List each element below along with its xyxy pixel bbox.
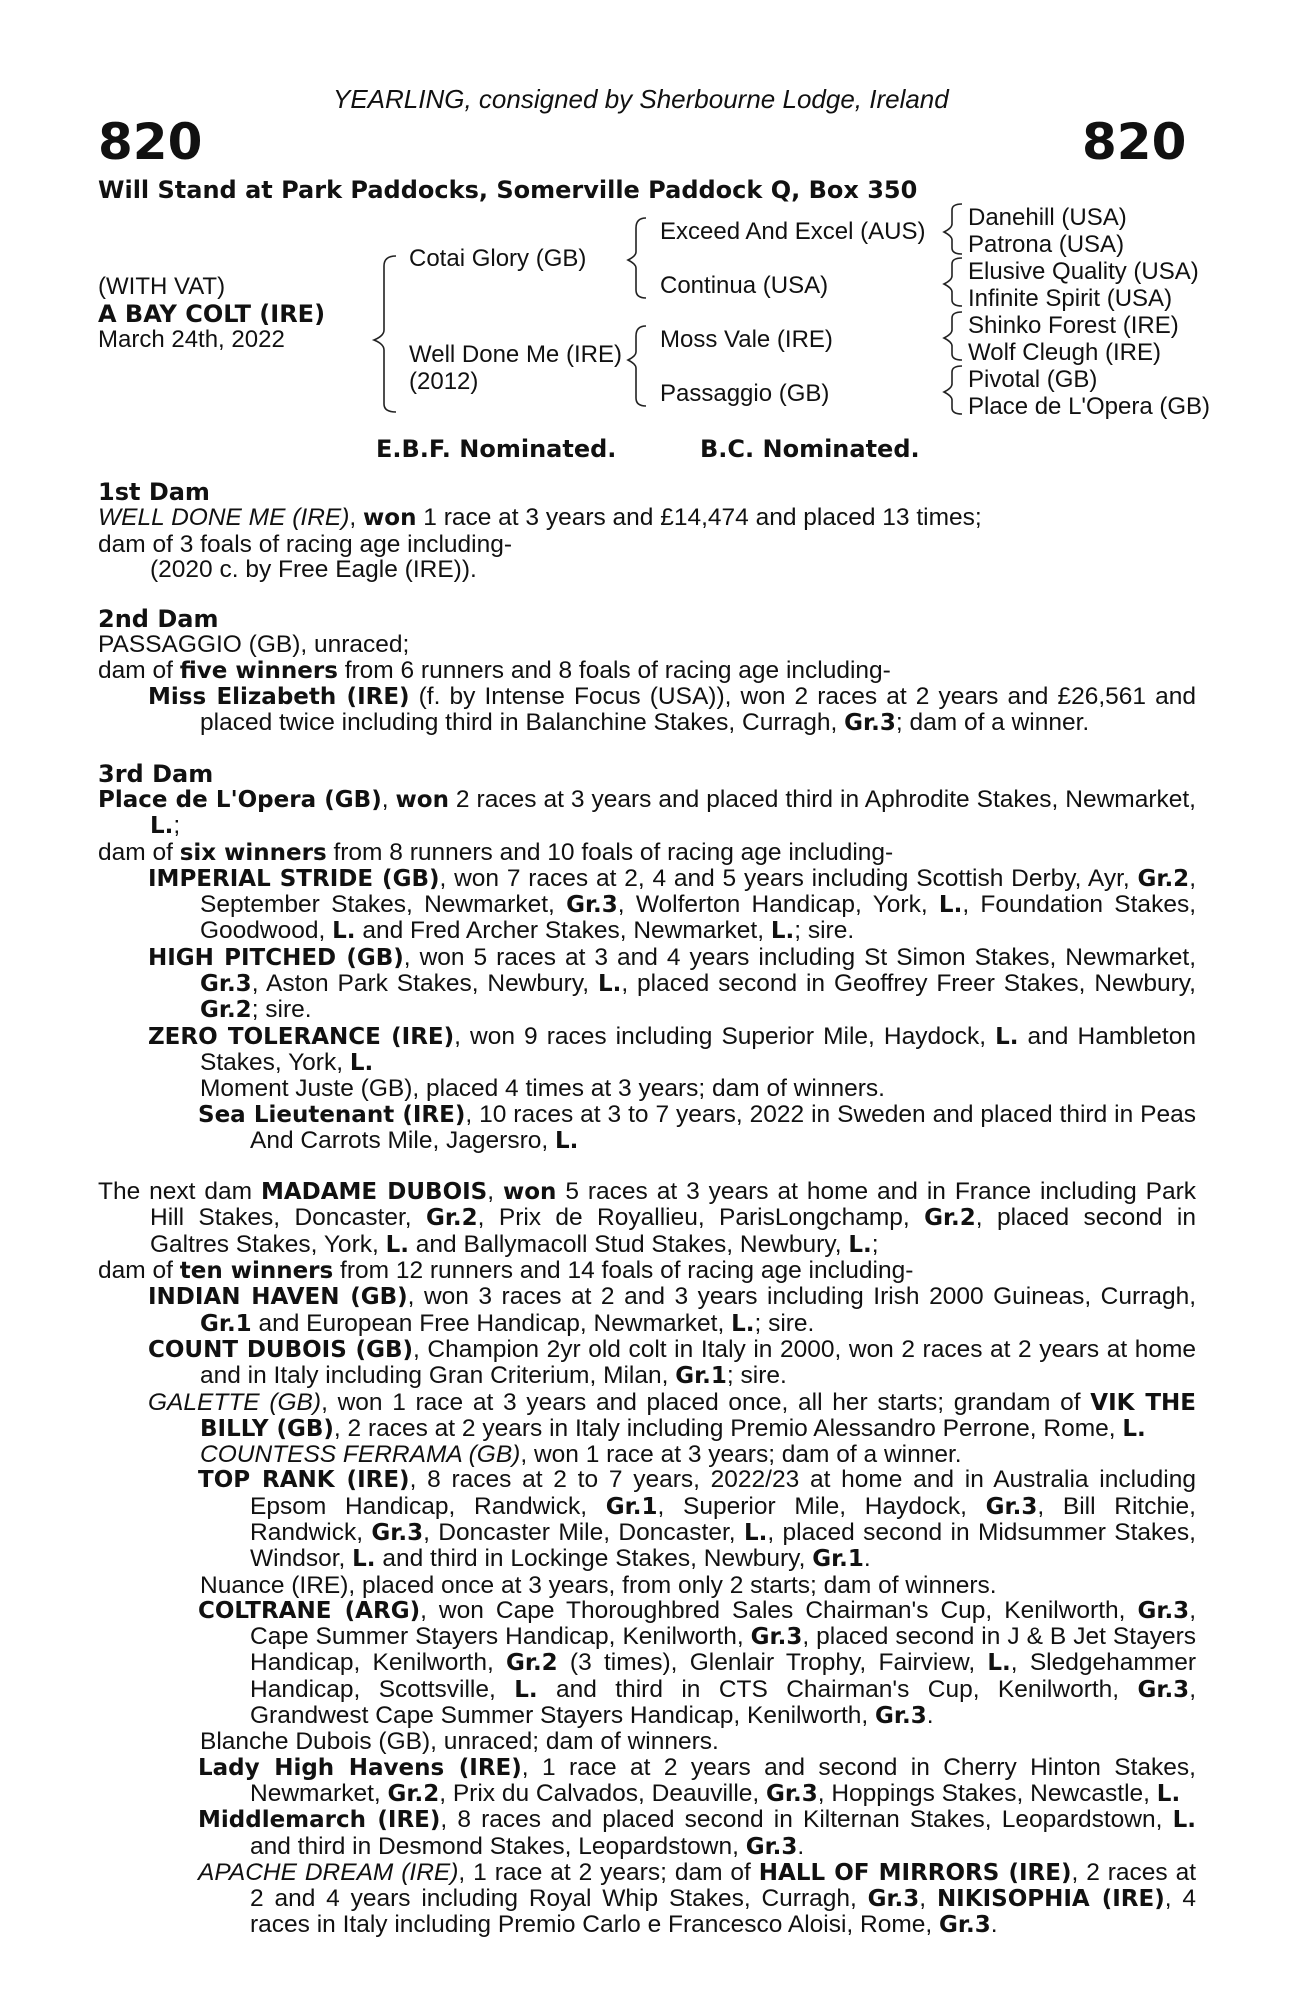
third-dam-heading: 3rd Dam <box>98 759 214 788</box>
produce-zero-tolerance: ZERO TOLERANCE (IRE), won 9 races including Superior Mile, Haydock, L. and Hambleton Stakes, York, L. <box>148 1022 1196 1076</box>
next-dam-record: dam of ten winners from 12 runners and 14 foals of racing age including- <box>98 1257 914 1285</box>
produce-indian-haven: INDIAN HAVEN (GB), won 3 races at 2 and 3 years including Irish 2000 Guineas, Curragh, Gr.1 and European Free Handicap, Newmarket, L.; sire. <box>148 1283 1196 1337</box>
ggp-6: Wolf Cleugh (IRE) <box>968 339 1161 366</box>
dam-brace <box>628 326 646 406</box>
ebf-nominated: E.B.F. Nominated. <box>376 435 617 463</box>
produce-lady-high-havens: Lady High Havens (IRE), 1 race at 2 years and second in Cherry Hinton Stakes, Newmarket, Gr.2, Prix du Calvados, Deauville, Gr.3, Hoppings Stakes, Newcastle, L. <box>198 1753 1196 1807</box>
third-dam-record: dam of six winners from 8 runners and 10 foals of racing age including- <box>98 838 894 866</box>
ggp-4: Infinite Spirit (USA) <box>968 285 1173 312</box>
sire-brace <box>628 218 646 298</box>
first-dam-heading: 1st Dam <box>98 478 210 506</box>
produce-high-pitched: HIGH PITCHED (GB), won 5 races at 3 and 4 years including St Simon Stakes, Newmarket, Gr.3, Aston Park Stakes, Newbury, L., placed second in Geoffrey Freer Stakes, Newbury, Gr.2; sire. <box>148 943 1197 1024</box>
second-dam-line: PASSAGGIO (GB), unraced; <box>98 631 410 659</box>
third-dam-line: Place de L'Opera (GB), won 2 races at 3 years and placed third in Aphrodite Stakes, Newmarket, L.; <box>98 785 1196 840</box>
produce-top-rank: TOP RANK (IRE), 8 races at 2 to 7 years, 2022/23 at home and in Australia including Epsom Handicap, Randwick, Gr.1, Superior Mile, Haydock, Gr.3, Bill Ritchie, Randwick, Gr.3, Doncaster Mile, Doncaster, L., placed second in Midsummer Stakes, Windsor, L. and third in Lockinge Stakes, Newbury, Gr.1. <box>198 1466 1196 1573</box>
next-dam-line: The next dam MADAME DUBOIS, won 5 races at 3 years at home and in France including Park Hill Stakes, Doncaster, Gr.2, Prix de Royallieu, ParisLongchamp, Gr.2, placed second in Galtres Stakes, York, L. and Ballymacoll Stud Stakes, Newbury, L.; <box>98 1178 1196 1258</box>
dam-sire: Moss Vale (IRE) <box>660 326 833 353</box>
ggp-7: Pivotal (GB) <box>968 366 1098 393</box>
sire-dam: Continua (USA) <box>660 272 829 299</box>
ggp-2: Patrona (USA) <box>968 231 1125 258</box>
produce-countess-ferrama: COUNTESS FERRAMA (GB), won 1 race at 3 years; dam of a winner. <box>200 1441 962 1469</box>
produce-blanche-dubois: Blanche Dubois (GB), unraced; dam of winners. <box>200 1728 719 1756</box>
horse-name: A BAY COLT (IRE) <box>98 300 326 328</box>
gp-brace-2 <box>944 258 962 306</box>
produce-nuance: Nuance (IRE), placed once at 3 years, from only 2 starts; dam of winners. <box>200 1571 997 1599</box>
produce-imperial-stride: IMPERIAL STRIDE (GB), won 7 races at 2, 4 and 5 years including Scottish Derby, Ayr, Gr.2, September Stakes, Newmarket, Gr.3, Wolferton Handicap, York, L., Foundation Stakes, Goodwood, L. and Fred Archer Stakes, Newmarket, L.; sire. <box>148 864 1196 945</box>
ggp-5: Shinko Forest (IRE) <box>968 312 1179 339</box>
dam-dam: Passaggio (GB) <box>660 380 830 407</box>
catalogue-body <box>98 480 1196 1939</box>
second-dam-record: dam of five winners from 6 runners and 8 foals of racing age including- <box>98 656 891 684</box>
produce-apache-dream: APACHE DREAM (IRE), 1 race at 2 years; dam of HALL OF MIRRORS (IRE), 2 races at 2 and 4 years including Royal Whip Stakes, Curragh, Gr.3, NIKISOPHIA (IRE), 4 races in Italy including Premio Carlo e Francesco Aloisi, Rome, Gr.3. <box>198 1858 1197 1939</box>
produce-miss-elizabeth: Miss Elizabeth (IRE) (f. by Intense Focus (USA)), won 2 races at 2 years and £26,561 and placed twice including third in Balanchine Stakes, Curragh, Gr.3; dam of a winner. <box>148 683 1196 737</box>
lot-number-right: 820 <box>1082 113 1187 171</box>
main-brace <box>374 256 396 412</box>
first-dam-foals: dam of 3 foals of racing age including- <box>98 530 513 558</box>
gp-brace-1 <box>944 204 962 254</box>
gp-brace-4 <box>944 366 962 414</box>
first-dam-line: WELL DONE ME (IRE), won 1 race at 3 years and £14,474 and placed 13 times; <box>98 504 982 532</box>
produce-moment-juste: Moment Juste (GB), placed 4 times at 3 years; dam of winners. <box>200 1075 885 1103</box>
produce-coltrane: COLTRANE (ARG), won Cape Thoroughbred Sales Chairman's Cup, Kenilworth, Gr.3, Cape Summer Stayers Handicap, Kenilworth, Gr.3, placed second in J & B Jet Stayers Handicap, Kenilworth, Gr.2 (3 times), Glenlair Trophy, Fairview, L., Sledgehammer Handicap, Scottsville, L. and third in CTS Chairman's Cup, Kenilworth, Gr.3, Grandwest Cape Summer Stayers Handicap, Kenilworth, Gr.3. <box>198 1596 1196 1730</box>
bc-nominated: B.C. Nominated. <box>700 435 920 463</box>
vat-note: (WITH VAT) <box>98 273 226 300</box>
produce-middlemarch: Middlemarch (IRE), 8 races and placed second in Kilternan Stakes, Leopardstown, L. and third in Desmond Stakes, Leopardstown, Gr.3. <box>198 1806 1197 1860</box>
ggp-3: Elusive Quality (USA) <box>968 258 1199 285</box>
foaling-date: March 24th, 2022 <box>98 326 285 353</box>
ggp-8: Place de L'Opera (GB) <box>968 393 1211 420</box>
produce-galette: GALETTE (GB), won 1 race at 3 years and placed once, all her starts; grandam of VIK THE BILLY (GB), 2 races at 2 years in Italy including Premio Alessandro Perrone, Rome, L. <box>148 1388 1197 1442</box>
dam-year: (2012) <box>409 368 479 395</box>
ggp-1: Danehill (USA) <box>968 204 1127 231</box>
catalogue-subtitle: YEARLING, consigned by Sherbourne Lodge, Ireland <box>333 84 949 114</box>
produce-sea-lieutenant: Sea Lieutenant (IRE), 10 races at 3 to 7 years, 2022 in Sweden and placed third in Peas And Carrots Mile, Jagersro, L. <box>198 1100 1196 1154</box>
sire-sire: Exceed And Excel (AUS) <box>660 218 926 245</box>
second-dam-heading: 2nd Dam <box>98 605 219 634</box>
stand-location: Will Stand at Park Paddocks, Somerville Paddock Q, Box 350 <box>98 176 918 204</box>
dam: Well Done Me (IRE) <box>409 341 622 368</box>
produce-count-dubois: COUNT DUBOIS (GB), Champion 2yr old colt in Italy in 2000, won 2 races at 2 years at home and in Italy including Gran Criterium, Milan, Gr.1; sire. <box>148 1335 1197 1390</box>
sire: Cotai Glory (GB) <box>409 245 587 272</box>
lot-number-left: 820 <box>98 113 203 171</box>
first-dam-produce: (2020 c. by Free Eagle (IRE)). <box>150 555 477 583</box>
gp-brace-3 <box>944 312 962 360</box>
